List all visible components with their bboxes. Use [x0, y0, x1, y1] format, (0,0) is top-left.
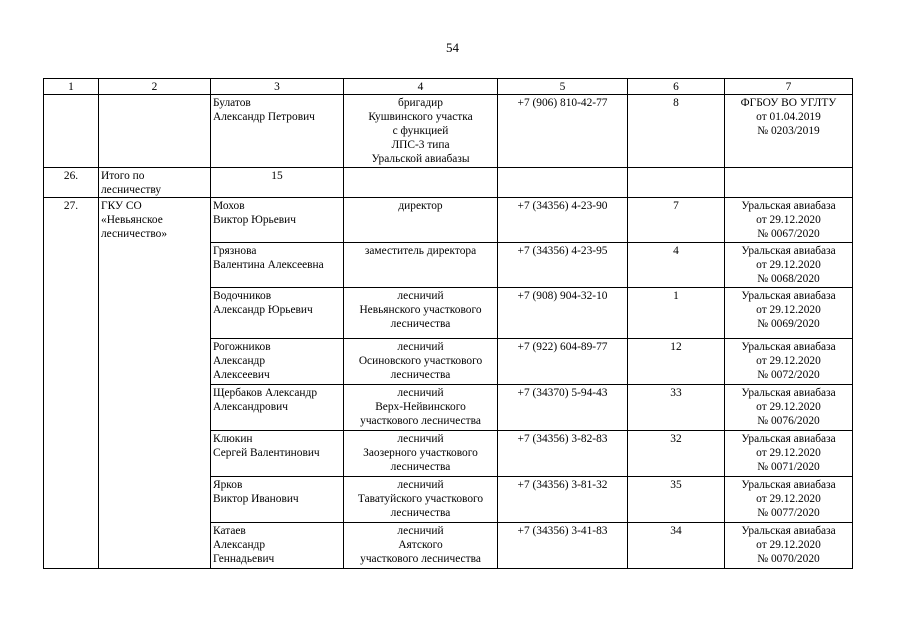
phone-cell: +7 (922) 604-89-77	[498, 339, 628, 385]
phone-cell: +7 (34356) 3-82-83	[498, 431, 628, 477]
row-number-cell: 26.	[44, 168, 99, 198]
document-cell: ФГБОУ ВО УГЛТУ от 01.04.2019 № 0203/2019	[725, 95, 853, 168]
document-cell: Уральская авиабаза от 29.12.2020 № 0076/2020	[725, 385, 853, 431]
count-cell: 8	[628, 95, 725, 168]
column-number: 2	[99, 79, 211, 95]
phone-cell: +7 (34356) 4-23-95	[498, 243, 628, 288]
position-cell: лесничий Верх-Нейвинского участкового лесничества	[344, 385, 498, 431]
organization-cell: ГКУ СО «Невьянское лесничество»	[99, 198, 211, 569]
row-number-cell	[44, 95, 99, 168]
document-cell: Уральская авиабаза от 29.12.2020 № 0071/2020	[725, 431, 853, 477]
count-cell: 33	[628, 385, 725, 431]
count-cell: 34	[628, 523, 725, 569]
employee-name-cell: Водочников Александр Юрьевич	[211, 288, 344, 339]
column-number: 6	[628, 79, 725, 95]
table-row	[44, 198, 853, 243]
employee-name-cell: Мохов Виктор Юрьевич	[211, 198, 344, 243]
table-row-total	[44, 168, 853, 198]
page-number: 54	[446, 40, 459, 55]
count-cell: 1	[628, 288, 725, 339]
count-cell: 7	[628, 198, 725, 243]
organization-cell: Итого по лесничеству	[99, 168, 211, 198]
employee-name-cell: Щербаков Александр Александрович	[211, 385, 344, 431]
phone-cell	[498, 168, 628, 198]
document-cell: Уральская авиабаза от 29.12.2020 № 0077/2020	[725, 477, 853, 523]
organization-cell	[99, 95, 211, 168]
position-cell: бригадир Кушвинского участка с функцией ЛПС-3 типа Уральской авиабазы	[344, 95, 498, 168]
position-cell	[344, 168, 498, 198]
row-number-cell: 27.	[44, 198, 99, 569]
employee-name-cell: Ярков Виктор Иванович	[211, 477, 344, 523]
position-cell: лесничий Невьянского участкового лесничества	[344, 288, 498, 339]
column-number: 5	[498, 79, 628, 95]
position-cell: лесничий Осиновского участкового лесничества	[344, 339, 498, 385]
document-cell: Уральская авиабаза от 29.12.2020 № 0072/2020	[725, 339, 853, 385]
document-cell: Уральская авиабаза от 29.12.2020 № 0068/2020	[725, 243, 853, 288]
document-cell: Уральская авиабаза от 29.12.2020 № 0069/2020	[725, 288, 853, 339]
phone-cell: +7 (34356) 4-23-90	[498, 198, 628, 243]
column-number: 7	[725, 79, 853, 95]
phone-cell: +7 (34356) 3-41-83	[498, 523, 628, 569]
phone-cell: +7 (34370) 5-94-43	[498, 385, 628, 431]
phone-cell: +7 (906) 810-42-77	[498, 95, 628, 168]
employee-name-cell: Булатов Александр Петрович	[211, 95, 344, 168]
table-row	[44, 95, 853, 168]
column-number: 4	[344, 79, 498, 95]
count-cell	[628, 168, 725, 198]
count-cell: 12	[628, 339, 725, 385]
employee-name-cell: Клюкин Сергей Валентинович	[211, 431, 344, 477]
employee-name-cell: Катаев Александр Геннадьевич	[211, 523, 344, 569]
position-cell: заместитель директора	[344, 243, 498, 288]
count-cell: 4	[628, 243, 725, 288]
column-number: 3	[211, 79, 344, 95]
forestry-contacts-table	[43, 78, 853, 569]
total-value-cell: 15	[211, 168, 344, 198]
column-number-row	[44, 79, 853, 95]
position-cell: лесничий Таватуйского участкового лесничества	[344, 477, 498, 523]
count-cell: 35	[628, 477, 725, 523]
document-cell: Уральская авиабаза от 29.12.2020 № 0067/2020	[725, 198, 853, 243]
position-cell: лесничий Аятского участкового лесничества	[344, 523, 498, 569]
count-cell: 32	[628, 431, 725, 477]
employee-name-cell: Рогожников Александр Алексеевич	[211, 339, 344, 385]
document-cell	[725, 168, 853, 198]
phone-cell: +7 (34356) 3-81-32	[498, 477, 628, 523]
document-cell: Уральская авиабаза от 29.12.2020 № 0070/2020	[725, 523, 853, 569]
position-cell: лесничий Заозерного участкового лесничества	[344, 431, 498, 477]
position-cell: директор	[344, 198, 498, 243]
employee-name-cell: Грязнова Валентина Алексеевна	[211, 243, 344, 288]
phone-cell: +7 (908) 904-32-10	[498, 288, 628, 339]
column-number: 1	[44, 79, 99, 95]
